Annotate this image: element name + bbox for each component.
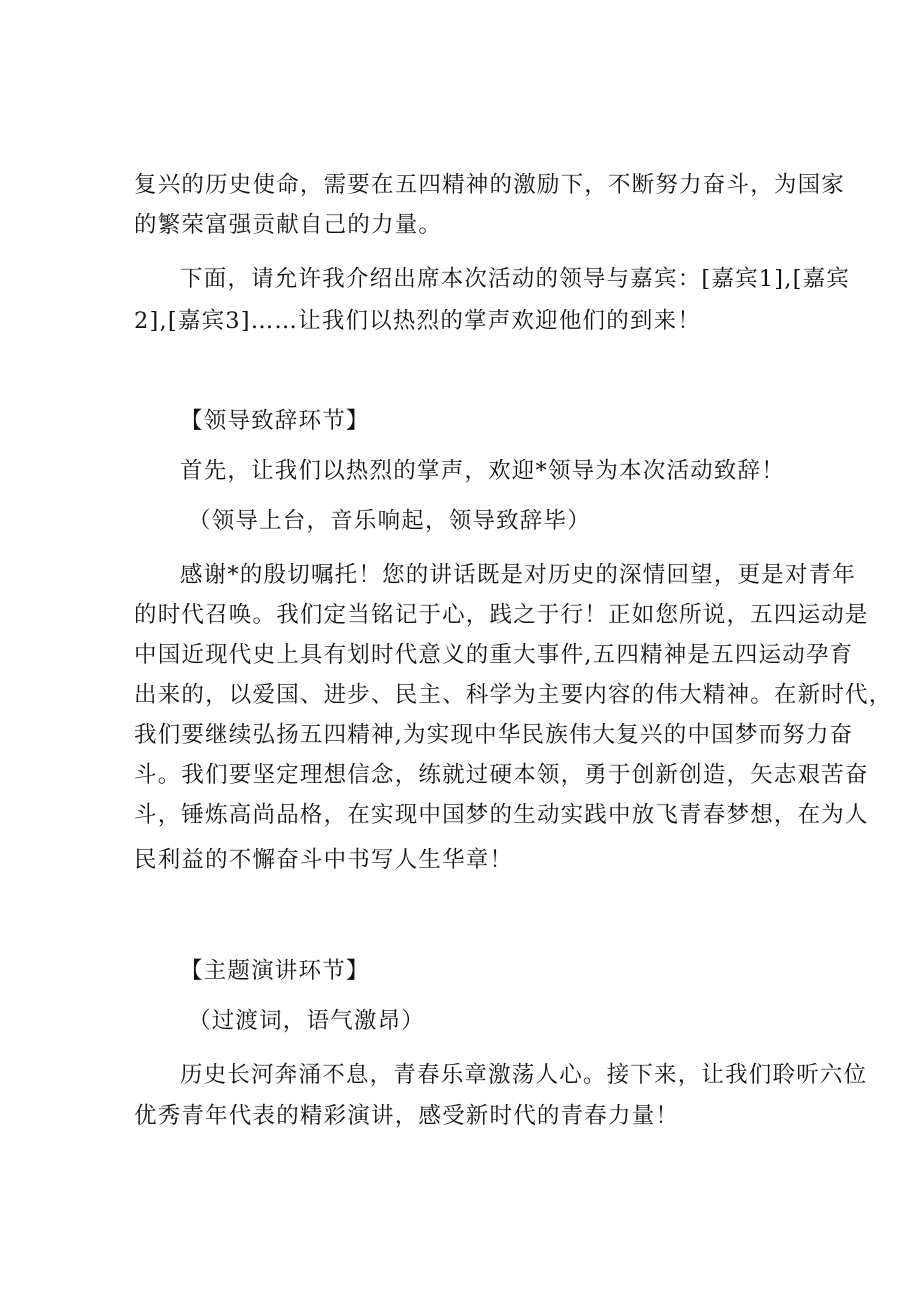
section-heading-leader-speech: 【领导致辞环节】 — [180, 408, 370, 434]
paragraph-1-line-2: 的繁荣富强贡献自己的力量。 — [134, 212, 443, 238]
paragraph-4-line-5: 我们要继续弘扬五四精神,为实现中华民族伟大复兴的中国梦而努力奋 — [134, 722, 854, 748]
paragraph-4-line-2: 的时代召唤。我们定当铭记于心，践之于行！正如您所说，五四运动是 — [134, 602, 869, 628]
stage-direction-1: （领导上台，音乐响起，领导致辞毕） — [188, 508, 591, 534]
paragraph-4-line-6: 斗。我们要坚定理想信念，练就过硬本领，勇于创新创造，矢志艰苦奋 — [134, 762, 869, 788]
stage-direction-2: （过渡词，语气激昂） — [188, 1008, 426, 1034]
paragraph-4-line-4: 出来的，以爱国、进步、民主、科学为主要内容的伟大精神。在新时代， — [134, 682, 893, 708]
paragraph-5-line-1: 历史长河奔涌不息，青春乐章激荡人心。接下来，让我们聆听六位 — [180, 1062, 868, 1088]
paragraph-4-line-7: 斗，锤炼高尚品格，在实现中国梦的生动实践中放飞青春梦想，在为人 — [134, 802, 869, 828]
section-heading-theme-speech: 【主题演讲环节】 — [180, 958, 370, 984]
paragraph-3-line-1: 首先，让我们以热烈的掌声，欢迎*领导为本次活动致辞！ — [180, 458, 785, 484]
paragraph-4-line-1: 感谢*的殷切嘱托！您的讲话既是对历史的深情回望，更是对青年 — [180, 562, 857, 588]
paragraph-4-line-3: 中国近现代史上具有划时代意义的重大事件,五四精神是五四运动孕育 — [134, 642, 854, 668]
paragraph-2-line-2: 2],[嘉宾3]……让我们以热烈的掌声欢迎他们的到来！ — [134, 308, 702, 334]
paragraph-4-line-8: 民利益的不懈奋斗中书写人生华章！ — [134, 847, 514, 873]
paragraph-1-line-1: 复兴的历史使命，需要在五四精神的激励下，不断努力奋斗，为国家 — [134, 172, 846, 198]
paragraph-2-line-1: 下面，请允许我介绍出席本次活动的领导与嘉宾：[嘉宾1],[嘉宾 — [180, 266, 851, 292]
paragraph-5-line-2: 优秀青年代表的精彩演讲，感受新时代的青春力量！ — [134, 1103, 680, 1129]
